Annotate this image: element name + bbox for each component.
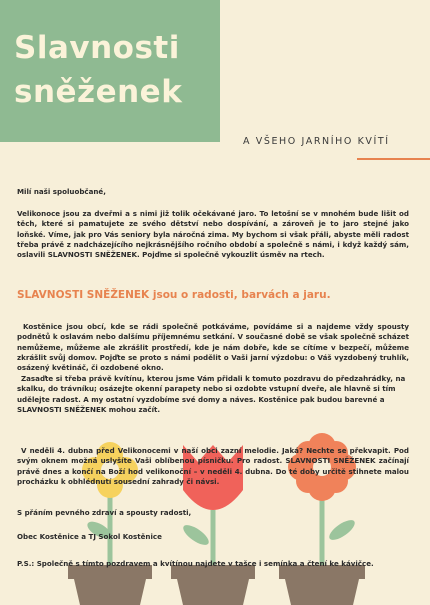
greeting: Milí naši spoluobčané,	[17, 187, 106, 196]
paragraph-decoration: Kostěnice jsou obcí, kde se rádi společně potkáváme, povídáme si a najdeme vždy spousty podnětů k oslavám nebo dalšímu příjemnému setkání. V současné době se však společně scházet nemůžeme, můžeme ale zkrášlit prostředí, kde je nám dobře, kde se cítíme v bezpečí, můžeme zkrášlit svůj domov. Pojďte se proto s námi podělit o Vaši jarní výzdobu: o Váš vyzdobený truhlík, osázený květináč, či ozdobené okno.	[17, 322, 409, 373]
postscript: P.S.: Společně s tímto pozdravem a kvítínou najdete v tašce i semínka a čtení ke kávičce.	[17, 559, 374, 568]
signature: Obec Kostěnice a TJ Sokol Kostěnice	[17, 532, 162, 541]
paragraph-melody: V neděli 4. dubna před Velikonocemi v naší obci zazní melodie. Jaká? Nechte se překvapit. Pod svým oknem možná uslyšíte Vaši oblíbenou písničku. Pro radost. SLAVNOSTI SNĚŽENEK začínají právě dnes a končí na Boží hod velikonoční – v neděli 4. dubna. Do té doby určitě stihnete malou procházku k obhlédnutí sousední zahrady či návsi.	[17, 446, 409, 486]
tagline: A VŠEHO JARNÍHO KVÍTÍ	[243, 136, 390, 147]
title-line-2: sněženek	[14, 74, 183, 110]
title-line-1: Slavnosti	[14, 30, 180, 66]
paragraph-planting: Zasaďte si třeba právě kvítínu, kterou jsme Vám přidali k tomuto pozdravu do předzahrádky, na skalku, do trávníku; osázejte okenní parapety nebo si ozdobte vstupní dveře, ale hlavně si tím udělejte radost. A my ostatní vyzdobíme své domy a náves. Kostěnice pak budou barevné a SLAVNOSTI SNĚŽENEK mohou začít.	[17, 374, 406, 414]
flower-pot-icon	[68, 565, 365, 605]
section-heading: SLAVNOSTI SNĚŽENEK jsou o radosti, barvách a jaru.	[17, 289, 331, 301]
paragraph-intro: Velikonoce jsou za dveřmi a s nimi již tolik očekávané jaro. To letošní se v mnohém bude lišit od těch, které si pamatujete ze svého dětství nebo dospívání, a zároveň je to jaro stejné jako loňské. Víme, jak pro Vás seniory byla náročná zima. My bychom si však přáli, abyste měli radost třeba právě z nadcházejícího nejkrásnějšího ročního období a společně s námi, i když každý sám, oslavili SLAVNOSTI SNĚŽENEK. Pojďme si společně vykouzlit úsměv na rtech.	[17, 209, 409, 260]
closing-line: S přáním pevného zdraví a spousty radosti,	[17, 508, 192, 517]
